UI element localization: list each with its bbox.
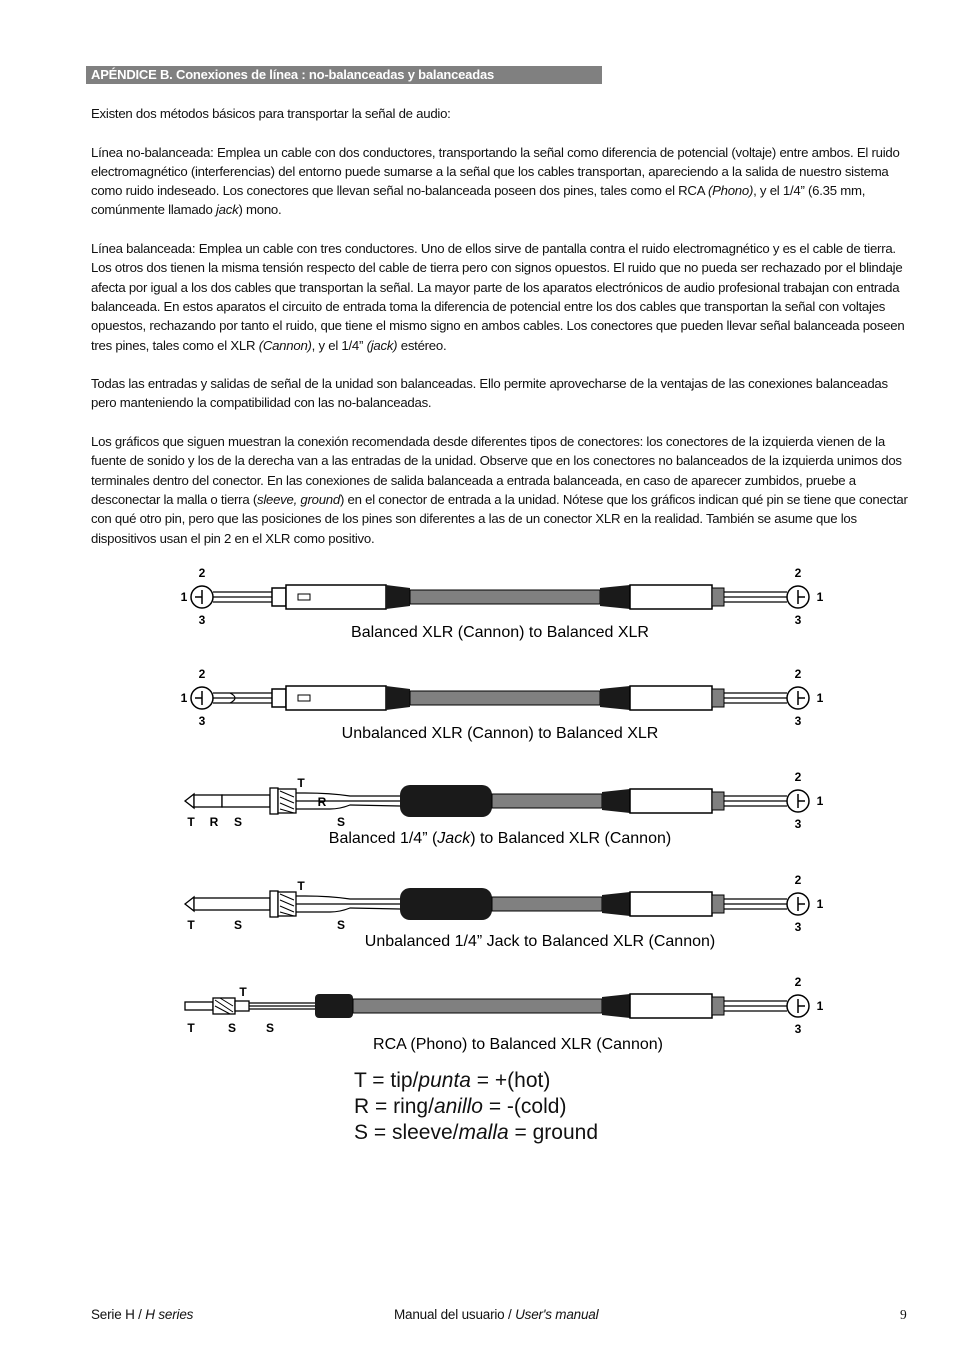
diagram-balanced-xlr xyxy=(181,566,824,641)
appendix-title: APÉNDICE B. Conexiones de línea : no-balanceadas y balanceadas xyxy=(86,66,602,84)
d3-label-s-top: S xyxy=(336,815,346,829)
d3-label-t: T xyxy=(187,815,195,829)
d2-right-pin-bottom: 3 xyxy=(794,714,802,728)
d2-left-pin-bottom: 3 xyxy=(198,714,206,728)
footer-manual: Manual del usuario / User's manual xyxy=(394,1307,599,1322)
diagram-unbalanced-xlr xyxy=(181,667,824,742)
d5-caption: RCA (Phono) to Balanced XLR (Cannon) xyxy=(373,1036,663,1053)
d5-label-s-second: S xyxy=(265,1021,275,1035)
d2-caption: Unbalanced XLR (Cannon) to Balanced XLR xyxy=(341,725,659,742)
paragraph-intro: Existen dos métodos básicos para transportar la señal de audio: xyxy=(91,106,451,121)
d1-caption: Balanced XLR (Cannon) to Balanced XLR xyxy=(351,624,649,641)
d2-left-pin-top: 2 xyxy=(198,667,206,681)
d5-label-t-top: T xyxy=(239,985,247,999)
d4-right-pin-side: 1 xyxy=(816,897,824,911)
d3-label-t-top: T xyxy=(297,776,305,790)
d2-left-pin-side: 1 xyxy=(180,691,188,705)
connection-diagrams xyxy=(170,560,850,1060)
d2-right-pin-top: 2 xyxy=(794,667,802,681)
d3-label-r: R xyxy=(209,815,219,829)
d4-label-t-top: T xyxy=(297,879,305,893)
d4-label-s: S xyxy=(233,918,243,932)
d1-right-pin-side: 1 xyxy=(816,590,824,604)
d5-label-s: S xyxy=(227,1021,237,1035)
d2-right-pin-side: 1 xyxy=(816,691,824,705)
d3-label-r-top: R xyxy=(317,795,327,809)
d3-right-pin-side: 1 xyxy=(816,794,824,808)
d4-right-pin-bottom: 3 xyxy=(794,920,802,934)
d1-left-pin-bottom: 3 xyxy=(198,613,206,627)
d5-right-pin-bottom: 3 xyxy=(794,1022,802,1036)
paragraph-unbalanced: Línea no-balanceada: Emplea un cable con dos conductores, transportando la señal como diferencia de potencial (voltaje) entre ambos. El ruido electromagnético (interferencias) del entorno puede sumarse a la señal que los cables transportan, apareciendo a la salida de nuestro sistema como ruido indeseado. Los conectores que llevan señal no-balanceada poseen dos pines, tales como el RCA (Phono), y el 1/4” (6.35 mm, comúnmente llamado jack) mono. xyxy=(91,144,900,218)
paragraph-graphics: Los gráficos que siguen muestran la conexión recomendada desde diferentes tipos de conectores: los conectores de la izquierda vienen de la fuente de sonido y los de la derecha van a las entradas de la unidad. Observe que en los conectores no balanceados de la izquierda unimos dos terminales dentro del conector. En las conexiones de salida balanceada a entrada balanceada, en caso de aparecer zumbidos, pruebe a desconectar la malla o tierra (sleeve, ground) en el conector de entrada a la unidad. Nótese que los gráficos indican qué pin se tiene que conectar con qué otro pin, pero que las posiciones de los pines son diferentes a las de un conector XLR en la realidad. También se asume que los dispositivos usan el pin 2 en el XLR como positivo. xyxy=(91,434,908,546)
d4-label-s-top: S xyxy=(336,918,346,932)
d1-right-pin-bottom: 3 xyxy=(794,613,802,627)
d5-right-pin-side: 1 xyxy=(816,999,824,1013)
body-text xyxy=(91,104,911,567)
d3-label-s: S xyxy=(233,815,243,829)
diagram-rca xyxy=(185,975,824,1053)
d5-label-t: T xyxy=(187,1021,195,1035)
diagram-balanced-jack xyxy=(185,770,824,847)
d3-caption: Balanced 1/4” (Jack) to Balanced XLR (Cannon) xyxy=(328,830,672,847)
d5-right-pin-top: 2 xyxy=(794,975,802,989)
page-number: 9 xyxy=(900,1307,907,1322)
diagram-unbalanced-jack xyxy=(185,873,824,950)
d1-left-pin-side: 1 xyxy=(180,590,188,604)
d4-right-pin-top: 2 xyxy=(794,873,802,887)
pin-legend xyxy=(354,1068,598,1146)
d1-left-pin-top: 2 xyxy=(198,566,206,580)
d3-right-pin-bottom: 3 xyxy=(794,817,802,831)
d3-right-pin-top: 2 xyxy=(794,770,802,784)
legend-ring: R = ring/anillo = -(cold) xyxy=(354,1095,567,1118)
d1-right-pin-top: 2 xyxy=(794,566,802,580)
legend-sleeve: S = sleeve/malla = ground xyxy=(354,1121,598,1144)
d4-caption: Unbalanced 1/4” Jack to Balanced XLR (Cannon) xyxy=(364,933,716,950)
paragraph-unit-io: Todas las entradas y salidas de señal de la unidad son balanceadas. Ello permite aprovecharse de la ventajas de las conexiones balanceadas pero manteniendo la compatibilidad con las no-balanceadas. xyxy=(91,376,888,411)
d4-label-t: T xyxy=(187,918,195,932)
paragraph-balanced: Línea balanceada: Emplea un cable con tres conductores. Uno de ellos sirve de pantalla contra el ruido electromagnético y es el cable de tierra. Los otros dos tienen la misma tensión respecto del cable de tierra pero con signos opuestos. El ruido que no pueda ser rechazado por el blindaje afecta por igual a los dos cables que transportan la señal. La mayor parte de los aparatos electrónicos de audio profesional trabajan con entrada balanceada. En estos aparatos el circuito de entrada toma la diferencia de potencial entre los dos cables que transportan la señal con voltajes opuestos, rechazando por tanto el ruido, que tiene el mismo signo en ambos cables. Los conectores que pueden llevar señal balanceada poseen tres pines, tales como el XLR (Cannon), y el 1/4” (jack) estéreo. xyxy=(91,241,905,353)
legend-tip: T = tip/punta = +(hot) xyxy=(354,1069,551,1092)
footer-series: Serie H / H series xyxy=(91,1307,194,1322)
